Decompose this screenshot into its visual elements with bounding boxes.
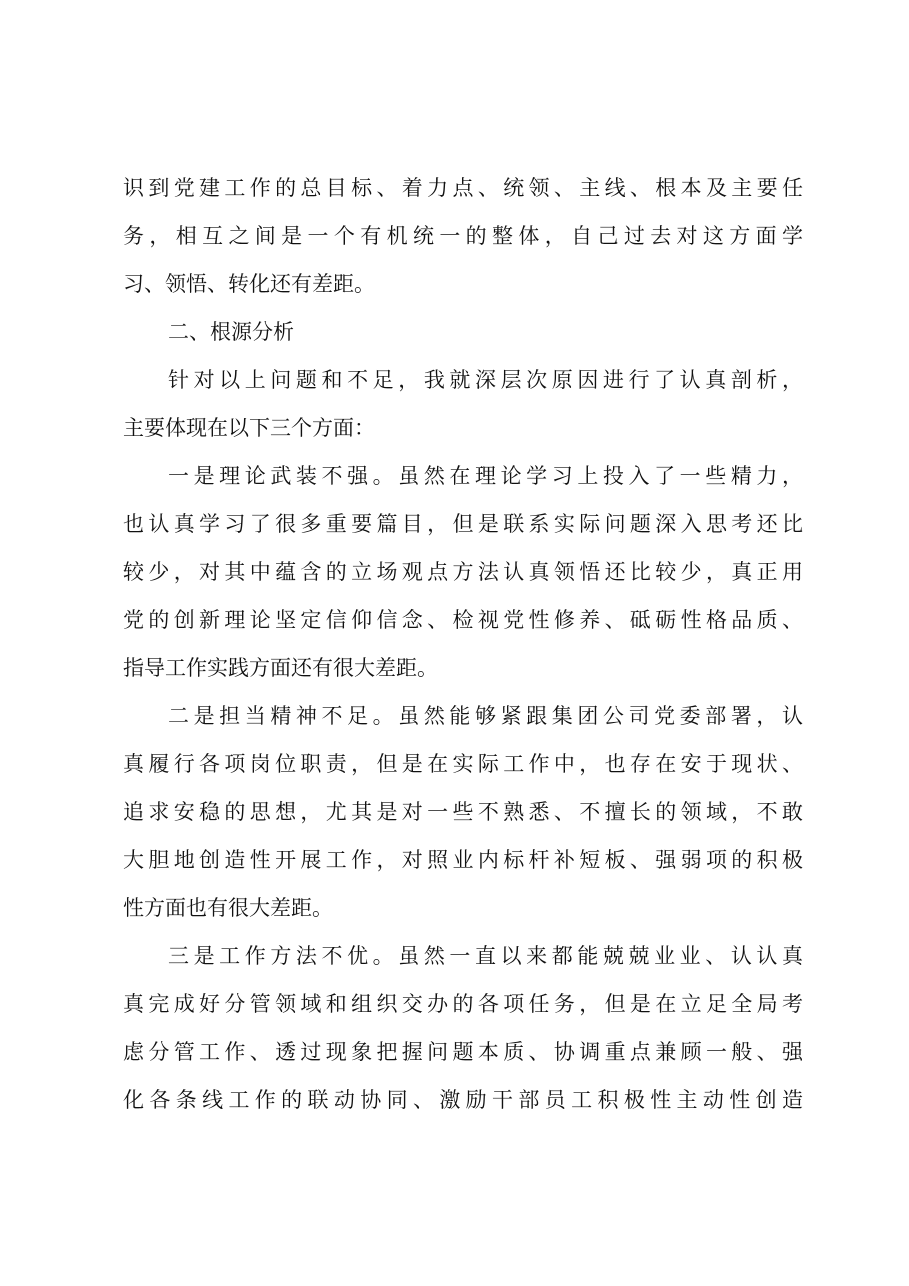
section-heading: 二、根源分析 [168,320,294,344]
paragraph-line: 真完成好分管领域和组织交办的各项任务，但是在立足全局考 [123,992,803,1016]
paragraph-line: 指导工作实践方面还有很大差距。 [123,656,438,680]
paragraph-line: 针对以上问题和不足，我就深层次原因进行了认真剖析， [168,368,803,392]
paragraph-line: 识到党建工作的总目标、着力点、统领、主线、根本及主要任 [123,176,803,200]
paragraph-line: 虑分管工作、透过现象把握问题本质、协调重点兼顾一般、强 [123,1040,803,1064]
paragraph-line: 务，相互之间是一个有机统一的整体，自己过去对这方面学 [123,224,803,248]
paragraph-line: 较少，对其中蕴含的立场观点方法认真领悟还比较少，真正用 [123,560,803,584]
paragraph-line: 一是理论武装不强。虽然在理论学习上投入了一些精力， [168,464,803,488]
document-body [123,164,803,1124]
paragraph-line: 二是担当精神不足。虽然能够紧跟集团公司党委部署，认 [168,704,803,728]
paragraph-line: 也认真学习了很多重要篇目，但是联系实际问题深入思考还比 [123,512,803,536]
paragraph-line: 主要体现在以下三个方面： [123,416,375,440]
paragraph-line: 真履行各项岗位职责，但是在实际工作中，也存在安于现状、 [123,752,803,776]
paragraph-line: 化各条线工作的联动协同、激励干部员工积极性主动性创造 [123,1088,803,1112]
paragraph-line: 追求安稳的思想，尤其是对一些不熟悉、不擅长的领域，不敢 [123,800,803,824]
paragraph-line: 性方面也有很大差距。 [123,896,333,920]
paragraph-line: 习、领悟、转化还有差距。 [123,272,375,296]
paragraph-line: 三是工作方法不优。虽然一直以来都能兢兢业业、认认真 [168,944,803,968]
paragraph-line: 大胆地创造性开展工作，对照业内标杆补短板、强弱项的积极 [123,848,803,872]
paragraph-line: 党的创新理论坚定信仰信念、检视党性修养、砥砺性格品质、 [123,608,803,632]
